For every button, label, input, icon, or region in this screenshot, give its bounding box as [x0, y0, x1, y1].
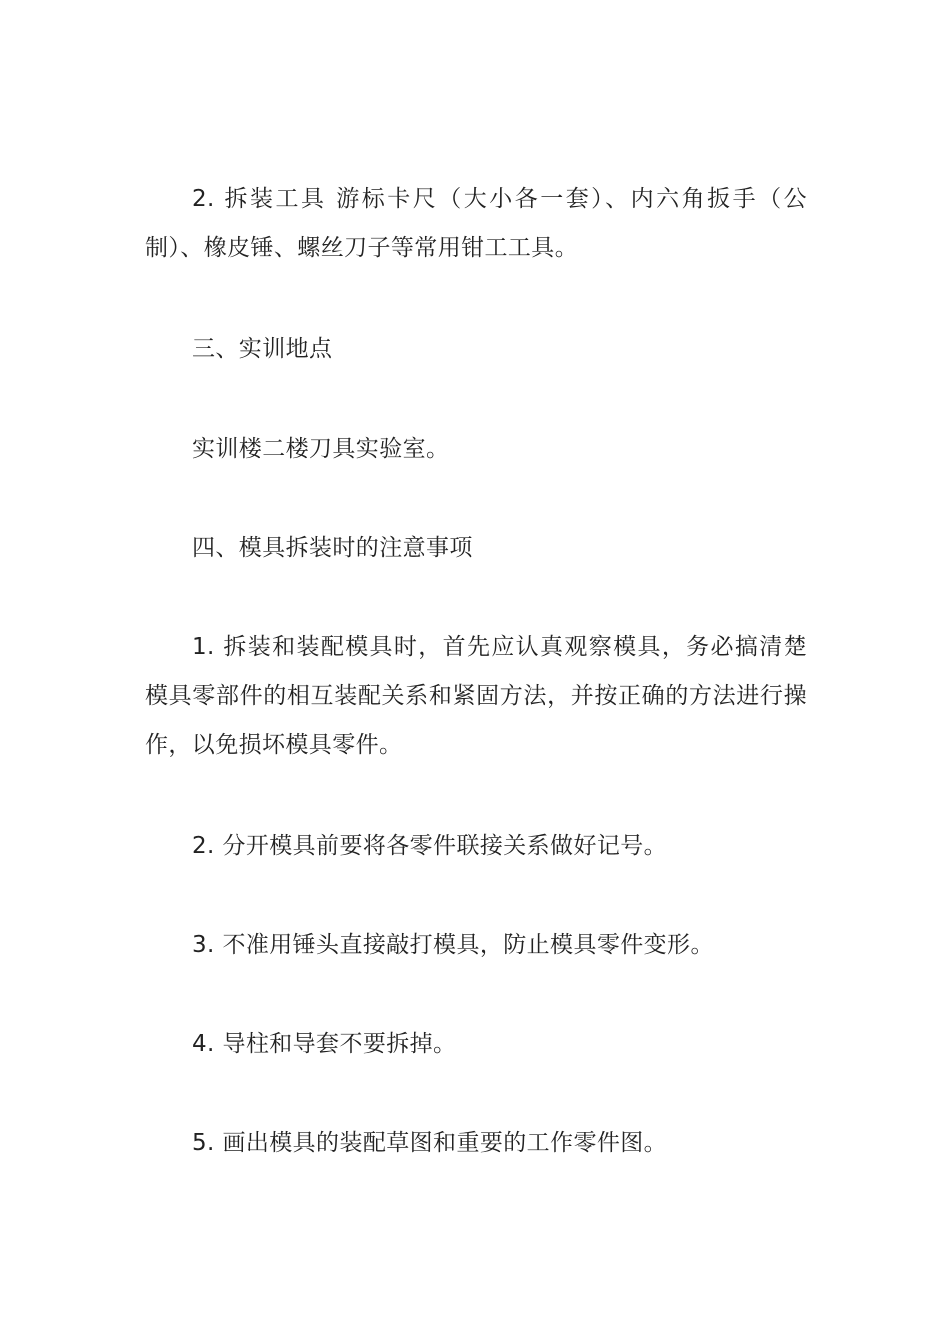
- paragraph-precaution-3: 3. 不准用锤头直接敲打模具，防止模具零件变形。: [192, 932, 714, 958]
- paragraph-precaution-5: 5. 画出模具的装配草图和重要的工作零件图。: [192, 1130, 668, 1156]
- paragraph-disassembly-tools: 2. 拆装工具 游标卡尺（大小各一套）、内六角扳手（公制）、橡皮锤、螺丝刀子等常用钳工工具。: [145, 186, 807, 261]
- paragraph-precaution-1: 1. 拆装和装配模具时，首先应认真观察模具，务必搞清楚模具零部件的相互装配关系和紧固方法，并按正确的方法进行操作，以免损坏模具零件。: [145, 634, 807, 758]
- paragraph-precaution-2: 2. 分开模具前要将各零件联接关系做好记号。: [192, 833, 668, 859]
- paragraph-training-location: 实训楼二楼刀具实验室。: [192, 436, 450, 462]
- heading-training-location: 三、实训地点: [192, 336, 333, 362]
- heading-precautions: 四、模具拆装时的注意事项: [192, 535, 473, 561]
- paragraph-precaution-4: 4. 导柱和导套不要拆掉。: [192, 1031, 457, 1057]
